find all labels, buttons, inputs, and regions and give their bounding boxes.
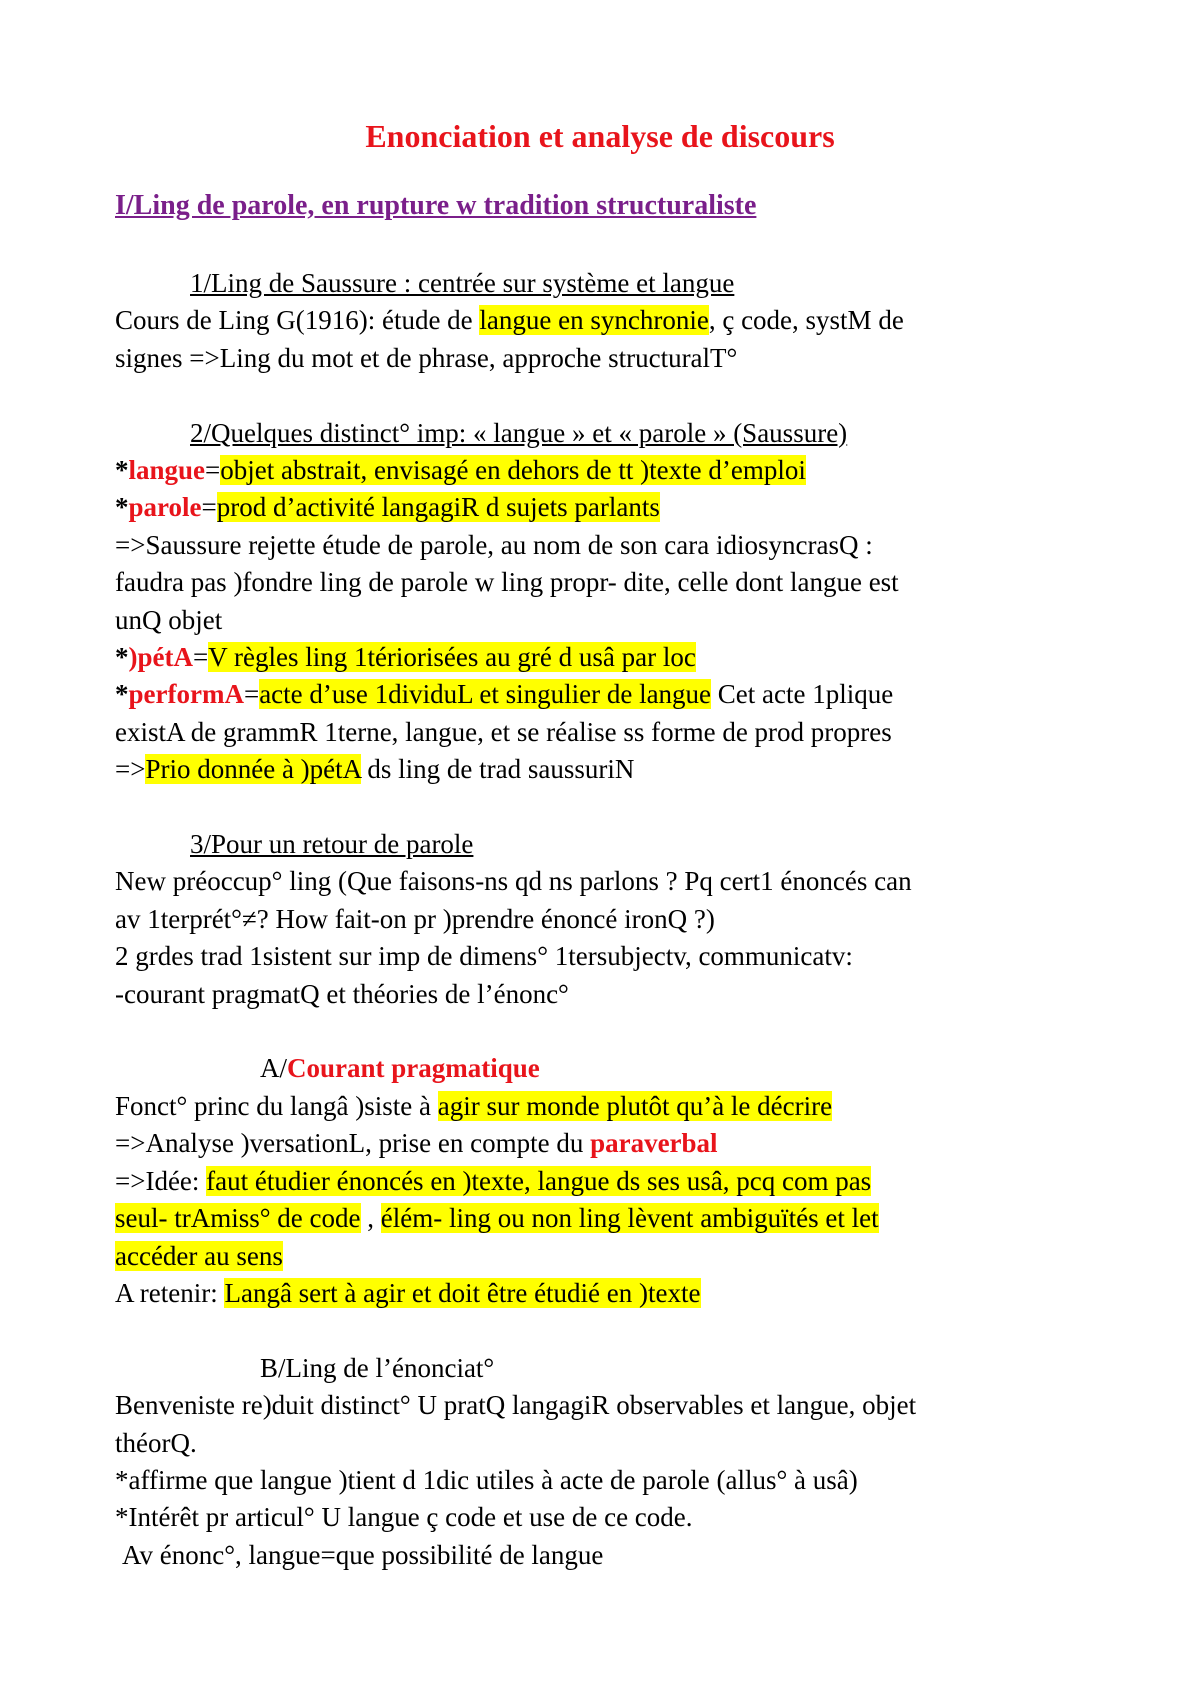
text-run: ,	[360, 1203, 381, 1234]
bullet-star: *	[115, 492, 129, 523]
text-run: Cours de Ling G(1916): étude de	[115, 305, 480, 336]
highlighted-text: acte d’use 1dividuL et singulier de langue	[259, 679, 712, 710]
paragraph-line: existA de grammR 1terne, langue, et se réalise ss forme de prod propres	[115, 716, 892, 747]
text-run: Cet acte 1plique	[711, 679, 894, 710]
paragraph-line: -courant pragmatQ et théories de l’énonc°	[115, 978, 569, 1009]
section-heading-1: I/Ling de parole, en rupture w tradition structuraliste	[115, 190, 757, 221]
term-langue: langue	[128, 455, 206, 486]
blank-line	[115, 1013, 1085, 1050]
highlighted-text: agir sur monde plutôt qu’à le décrire	[437, 1090, 833, 1121]
highlighted-text: accéder au sens	[115, 1240, 283, 1271]
paragraph-line: =>Saussure rejette étude de parole, au nom de son cara idiosyncrasQ :	[115, 529, 873, 560]
text-run: =>Analyse )versationL, prise en compte du	[115, 1128, 591, 1159]
blank-line	[115, 1312, 1085, 1349]
equals-sign: =	[243, 679, 260, 710]
text-run: Fonct° princ du langâ )siste à	[115, 1090, 438, 1121]
term-performance: performA	[128, 679, 244, 710]
paragraph-line: signes =>Ling du mot et de phrase, approche structuralT°	[115, 342, 738, 373]
blank-line	[115, 789, 1085, 826]
text-run: =>	[115, 754, 146, 785]
paragraph-line: New préoccup° ling (Que faisons-ns qd ns parlons ? Pq cert1 énoncés can	[115, 866, 912, 897]
subheading-3	[115, 826, 1085, 863]
highlighted-text: Langâ sert à agir et doit être étudié en )texte	[224, 1277, 701, 1308]
bullet-star: *	[115, 642, 129, 673]
highlighted-text: objet abstrait, envisagé en dehors de tt )texte d’emploi	[220, 455, 806, 486]
definition-parole	[115, 489, 1085, 526]
equals-sign: =	[205, 455, 221, 486]
subheading-2	[115, 415, 1085, 452]
equals-sign: =	[201, 492, 217, 523]
definition-performance	[115, 676, 1085, 713]
highlighted-text: langue en synchronie	[479, 305, 709, 336]
text-run: A retenir:	[115, 1277, 225, 1308]
paragraph-line	[115, 751, 1085, 788]
paragraph-line: théorQ.	[115, 1427, 197, 1458]
highlighted-text: prod d’activité langagiR d sujets parlants	[216, 492, 660, 523]
paragraph-line	[115, 1088, 1085, 1125]
text-run: =>Idée:	[115, 1165, 207, 1196]
document-body	[115, 265, 1085, 1574]
term-paraverbal: paraverbal	[590, 1128, 718, 1159]
bullet-star: *	[115, 679, 129, 710]
document-title: Enonciation et analyse de discours	[365, 118, 835, 154]
paragraph-line: 2 grdes trad 1sistent sur imp de dimens° 1tersubjectv, communicatv:	[115, 941, 853, 972]
paragraph-line: unQ objet	[115, 604, 223, 635]
text-run: , ç code, systM de	[708, 305, 904, 336]
definition-competence	[115, 639, 1085, 676]
highlighted-text: Prio donnée à )pétA	[145, 754, 361, 785]
paragraph-line	[115, 1125, 1085, 1162]
subheading-b: B/Ling de l’énonciat°	[260, 1352, 495, 1383]
subheading-2-text: 2/Quelques distinct° imp: « langue » et « parole » (Saussure)	[190, 417, 848, 448]
subheading-1-text: 1/Ling de Saussure : centrée sur système et langue	[190, 268, 735, 298]
highlighted-text: élém- ling ou non ling lèvent ambiguïtés et let	[380, 1203, 879, 1234]
blank-line	[115, 377, 1085, 414]
paragraph-line: av 1terprét°≠? How fait-on pr )prendre énoncé ironQ ?)	[115, 903, 715, 934]
subheading-3-text: 3/Pour un retour de parole	[190, 829, 474, 860]
paragraph-line	[115, 1163, 1085, 1200]
term-competence: )pétA	[128, 642, 193, 673]
highlighted-text: V règles ling 1tériorisées au gré d usâ par loc	[208, 642, 696, 673]
definition-langue	[115, 452, 1085, 489]
paragraph-line	[115, 1238, 1085, 1275]
highlighted-text: seul- trAmiss° de code	[115, 1203, 361, 1234]
paragraph-line: faudra pas )fondre ling de parole w ling propr- dite, celle dont langue est	[115, 567, 899, 598]
paragraph-line: *Intérêt pr articul° U langue ç code et use de ce code.	[115, 1502, 693, 1533]
paragraph-line: *affirme que langue )tient d 1dic utiles à acte de parole (allus° à usâ)	[115, 1464, 858, 1495]
bullet-star: *	[115, 455, 129, 486]
equals-sign: =	[192, 642, 209, 673]
subheading-a-prefix: A/	[260, 1053, 287, 1084]
subheading-a-text: Courant pragmatique	[287, 1053, 540, 1084]
paragraph-line: Av énonc°, langue=que possibilité de langue	[122, 1539, 604, 1570]
highlighted-text: faut étudier énoncés en )texte, langue ds ses usâ, pcq com pas	[206, 1165, 872, 1196]
paragraph-line: Benveniste re)duit distinct° U pratQ langagiR observables et langue, objet	[115, 1390, 917, 1421]
paragraph-line	[115, 1200, 1085, 1237]
paragraph-line	[115, 302, 1085, 339]
paragraph-line	[115, 1275, 1085, 1312]
text-run: ds ling de trad saussuriN	[360, 754, 635, 785]
term-parole: parole	[128, 492, 202, 523]
subheading-a	[115, 1050, 1085, 1087]
subheading-1	[115, 265, 1085, 302]
